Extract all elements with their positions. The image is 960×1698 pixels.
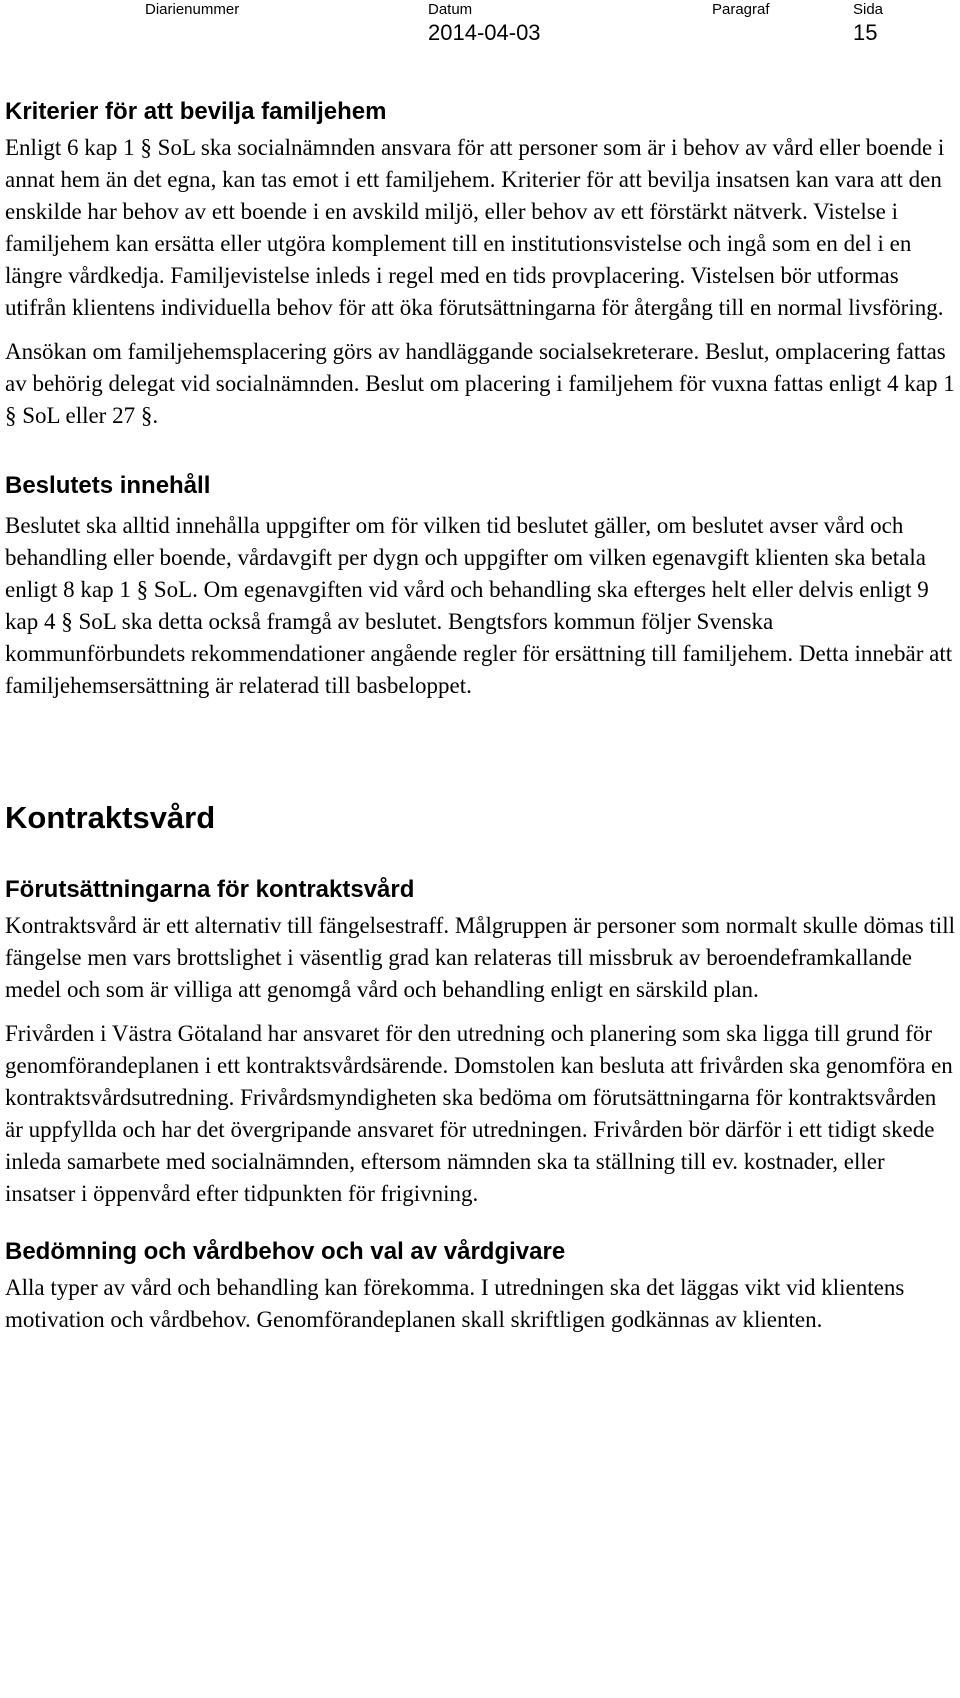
- section-heading-beslutets: Beslutets innehåll: [5, 472, 211, 499]
- paragraph-bedomning-1: Alla typer av vård och behandling kan förekomma. I utredningen ska det läggas vikt vid klientens motivation och vårdbehov. Genomförandeplanen skall skriftligen godkännas av klienten.: [5, 1275, 905, 1332]
- sida-label: Sida: [853, 1, 884, 18]
- paragraph-beslutets-1: Beslutet ska alltid innehålla uppgifter om för vilken tid beslutet gäller, om beslutet avser vård och behandling eller boende, vårdavgift per dygn och uppgifter om vilken egenavgift klienten ska betala enligt 8 kap 1 § SoL. Om egenavgiften vid vård och behandling ska efterges helt eller delvis enligt 9 kap 4 § SoL ska detta också framgå av beslutet. Bengtsfors kommun följer Svenska kommunförbundets rekommendationer angående regler för ersättning till familjehem. Detta innebär att familjehemsersättning är relaterad till basbeloppet.: [5, 513, 953, 698]
- paragraph-forutsattningar-1: Kontraktsvård är ett alternativ till fängelsestraff. Målgruppen är personer som normalt skulle dömas till fängelse men vars brottslighet i väsentlig grad kan relateras till missbruk av beroendeframkallande medel och som är villiga att genomgå vård och behandling enligt en särskild plan.: [5, 913, 955, 1002]
- datum-value: 2014-04-03: [428, 20, 541, 45]
- diarienummer-label: Diarienummer: [145, 1, 240, 18]
- paragraph-kriterier-1: Enligt 6 kap 1 § SoL ska socialnämnden ansvara för att personer som är i behov av vård eller boende i annat hem än det egna, kan tas emot i ett familjehem. Kriterier för att bevilja insatsen kan vara att den enskilde har behov av ett boende i en avskild miljö, eller behov av ett förstärkt nätverk. Vistelse i familjehem kan ersätta eller utgöra komplement till en institutionsvistelse och ingå som en del i en längre vårdkedja. Familjevistelse inleds i regel med en tids provplacering. Vistelsen bör utformas utifrån klientens individuella behov för att öka förutsättningarna för återgång till en normal livsföring.: [5, 135, 945, 320]
- section-heading-forutsattningar: Förutsättningarna för kontraktsvård: [5, 876, 415, 903]
- paragraf-label: Paragraf: [712, 1, 770, 18]
- page-number: 15: [853, 20, 878, 45]
- chapter-heading-kontraktsvard: Kontraktsvård: [5, 800, 216, 835]
- section-heading-kriterier: Kriterier för att bevilja familjehem: [5, 98, 387, 125]
- datum-label: Datum: [428, 1, 473, 18]
- paragraph-forutsattningar-2: Frivården i Västra Götaland har ansvaret för den utredning och planering som ska ligga till grund för genomförandeplanen i ett kontraktsvårdsärende. Domstolen kan besluta att frivården ska genomföra en kontraktsvårdsutredning. Frivårdsmyndigheten ska bedöma om förutsättningarna för kontraktsvården är uppfyllda och har det övergripande ansvaret för utredningen. Frivården bör därför i ett tidigt skede inleda samarbete med socialnämnden, eftersom nämnden ska ta ställning till ev. kostnader, eller insatser i öppenvård efter tidpunkten för frigivning.: [5, 1021, 953, 1206]
- page-header: [0, 0, 960, 60]
- document-body: [5, 98, 955, 1336]
- section-heading-bedomning: Bedömning och vårdbehov och val av vårdgivare: [5, 1238, 566, 1265]
- paragraph-kriterier-2: Ansökan om familjehemsplacering görs av handläggande socialsekreterare. Beslut, omplacering fattas av behörig delegat vid socialnämnden. Beslut om placering i familjehem för vuxna fattas enligt 4 kap 1 § SoL eller 27 §.: [5, 339, 955, 428]
